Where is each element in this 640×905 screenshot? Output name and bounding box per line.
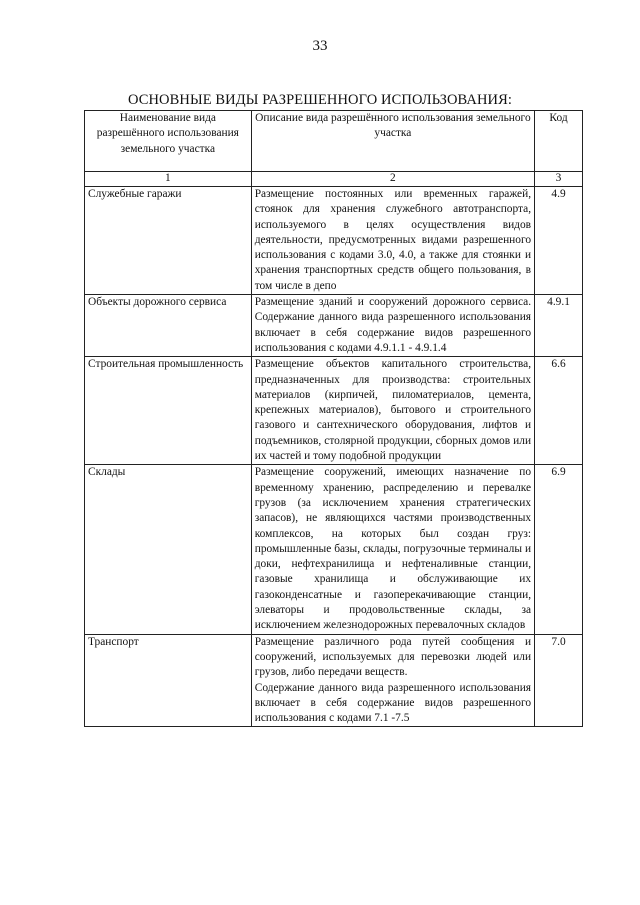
- description-paragraph: Размещение постоянных или временных гаражей, стоянок для хранения служебного автотранспорта, используемого в целях осуществления видов деятельности, предусмотренных видами разрешенного использования с кодами 3.0, 4.0, а также для стоянки и хранения транспортных средств общего пользования, в том числе в депо: [254, 188, 532, 292]
- land-use-description: [251, 634, 534, 727]
- table-header-row: [85, 111, 583, 172]
- table-row: [85, 357, 583, 465]
- land-use-description: [251, 187, 534, 295]
- land-use-name: Транспорт: [85, 634, 252, 727]
- land-use-name: Служебные гаражи: [85, 187, 252, 295]
- header-description: Описание вида разрешённого использования земельного участка: [251, 111, 534, 172]
- land-use-name: Строительная промышленность: [85, 357, 252, 465]
- land-use-name: Объекты дорожного сервиса: [85, 295, 252, 357]
- land-use-name: Склады: [85, 465, 252, 634]
- description-paragraph: Размещение различного рода путей сообщения и сооружений, используемых для перевозки людей или грузов, либо передачи веществ.: [254, 635, 532, 679]
- description-paragraph: Содержание данного вида разрешенного использования включает в себя содержание видов разрешенного использования с кодами 7.1 -7.5: [254, 681, 532, 725]
- header-name: Наименование вида разрешённого использования земельного участка: [85, 111, 252, 172]
- land-use-code: 7.0: [535, 634, 583, 727]
- column-number: 1: [85, 172, 252, 187]
- land-use-code: 4.9: [535, 187, 583, 295]
- land-use-code: 4.9.1: [535, 295, 583, 357]
- document-title: ОСНОВНЫЕ ВИДЫ РАЗРЕШЕННОГО ИСПОЛЬЗОВАНИЯ:: [127, 92, 513, 108]
- description-paragraph: Размещение зданий и сооружений дорожного сервиса. Содержание данного вида разрешенного использования включает в себя содержание видов разрешенного использования с кодами 4.9.1.1 - 4.9.1.4: [254, 296, 532, 354]
- column-number: 3: [535, 172, 583, 187]
- column-number: 2: [251, 172, 534, 187]
- description-paragraph: Размещение объектов капитального строительства, предназначенных для производства: строительных материалов (кирпичей, пиломатериалов, цемента, крепежных материалов), бытового и строительного газового и сантехнического оборудования, лифтов и подъемников, столярной продукции, сборных домов или их частей и тому подобной продукции: [254, 358, 532, 463]
- column-number-row: [85, 172, 583, 187]
- land-use-table: [84, 110, 583, 727]
- description-paragraph: Размещение сооружений, имеющих назначение по временному хранению, распределению и перевалке грузов (за исключением хранения стратегических запасов), не являющихся частями производственных комплексов, на которых был создан груз: промышленные базы, склады, погрузочные терминалы и доки, нефтехранилища и нефтеналивные станции, газовые хранилища и обслуживающие их газоконденсатные и газоперекачивающие станции, элеваторы и продовольственные склады, за исключением железнодорожных перевалочных складов: [254, 466, 532, 632]
- table-row: [85, 465, 583, 634]
- table-row: [85, 634, 583, 727]
- header-code: Код: [535, 111, 583, 172]
- land-use-description: [251, 357, 534, 465]
- page-number: 33: [312, 38, 328, 54]
- land-use-code: 6.6: [535, 357, 583, 465]
- land-use-description: [251, 465, 534, 634]
- table-row: [85, 295, 583, 357]
- land-use-description: [251, 295, 534, 357]
- land-use-code: 6.9: [535, 465, 583, 634]
- table-row: [85, 187, 583, 295]
